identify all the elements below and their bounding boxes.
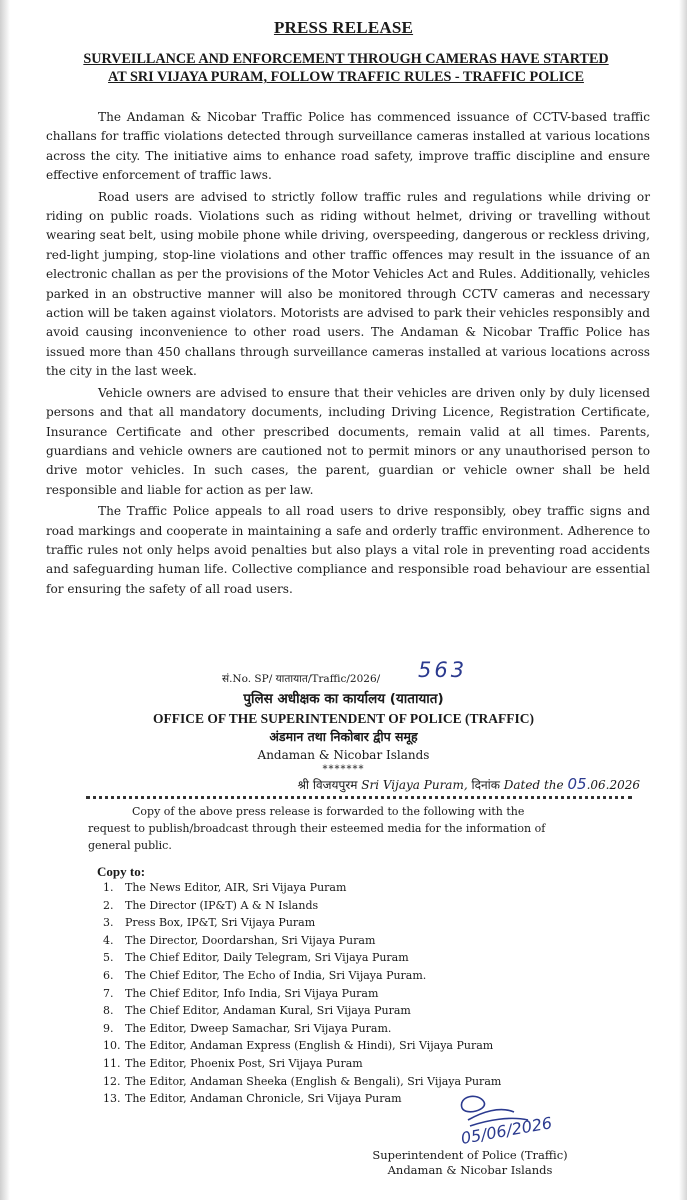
- list-item: 13. The Editor, Andaman Chronicle, Sri Vijaya Puram: [103, 1092, 402, 1106]
- press-release-body: [46, 108, 650, 601]
- list-item: 5. The Chief Editor, Daily Telegram, Sri Vijaya Puram: [103, 951, 409, 965]
- office-name-hindi: पुलिस अधीक्षक का कार्यालय (यातायात): [243, 691, 444, 707]
- list-item: 4. The Director, Doordarshan, Sri Vijaya Puram: [103, 933, 376, 947]
- separator-stars: *******: [322, 764, 365, 775]
- signatory-location: Andaman & Nicobar Islands: [387, 1163, 553, 1177]
- office-block: [0, 658, 687, 776]
- press-release-title: PRESS RELEASE: [273, 18, 414, 37]
- list-item: 1. The News Editor, AIR, Sri Vijaya Puram: [103, 881, 347, 894]
- date-handwritten: 05: [567, 775, 587, 793]
- list-item: 11. The Editor, Phoenix Post, Sri Vijaya Puram: [103, 1056, 363, 1070]
- forwarding-line-3: general public.: [88, 839, 172, 852]
- place-english: Sri Vijaya Puram,: [361, 778, 468, 792]
- reference-number-handwritten: 563: [418, 658, 468, 682]
- islands-english: Andaman & Nicobar Islands: [257, 748, 430, 762]
- list-item: 12. The Editor, Andaman Sheeka (English & Bengali), Sri Vijaya Puram: [103, 1074, 502, 1088]
- body-paragraph-4: The Traffic Police appeals to all road users to drive responsibly, obey traffic signs and road markings and cooperate in maintaining a safe and orderly traffic environment. Adherence to traffic rules not only helps avoid penalties but also plays a vital role in preventing road accidents and safeguarding human life. Collective compliance and responsible road behaviour are essential for ensuring the safety of all road users.: [46, 504, 650, 596]
- forwarding-note: [88, 803, 634, 854]
- list-item: 7. The Chief Editor, Info India, Sri Vijaya Puram: [103, 986, 379, 1000]
- list-item: 2. The Director (IP&T) A & N Islands: [103, 898, 319, 912]
- list-item: 10. The Editor, Andaman Express (English & Hindi), Sri Vijaya Puram: [103, 1039, 494, 1053]
- list-item: 9. The Editor, Dweep Samachar, Sri Vijaya Puram.: [103, 1021, 392, 1035]
- dated-hindi: दिनांक: [471, 778, 500, 792]
- place-hindi: श्री विजयपुरम: [297, 778, 358, 792]
- body-paragraph-2: Road users are advised to strictly follow traffic rules and regulations while driving or riding on public roads. Violations such as riding without helmet, driving or travelling without wearing seat belt, using mobile phone while driving, overspeeding, dangerous or reckless driving, red-light jumping, stop-line violations and other traffic offences may result in the issuance of an electronic challan as per the provisions of the Motor Vehicles Act and Rules. Additionally, vehicles parked in an obstructive manner will also be monitored through CCTV cameras and necessary action will be taken against violators. Motorists are advised to park their vehicles responsibly and avoid causing inconvenience to other road users. The Andaman & Nicobar Traffic Police has issued more than 450 challans through surveillance cameras installed at various locations across the city in the last week.: [46, 189, 650, 379]
- reference-number: सं.No. SP/ यातायात/Traffic/2026/: [222, 673, 381, 685]
- signatory-designation: Superintendent of Police (Traffic): [372, 1148, 568, 1162]
- body-paragraph-3: Vehicle owners are advised to ensure that their vehicles are driven only by duly licensed persons and that all mandatory documents, including Driving Licence, Registration Certificate, Insurance Certificate and other prescribed documents, remain valid at all times. Parents, guardians and vehicle owners are cautioned not to permit minors or any unauthorised person to drive motor vehicles. In such cases, the parent, guardian or vehicle owner shall be held responsible and liable for action as per law.: [46, 385, 650, 497]
- forwarding-line-2: request to publish/broadcast through their esteemed media for the information of: [88, 822, 546, 835]
- list-item: 6. The Chief Editor, The Echo of India, Sri Vijaya Puram.: [103, 968, 427, 982]
- copy-to-heading: Copy to:: [97, 864, 146, 879]
- list-item: 8. The Chief Editor, Andaman Kural, Sri Vijaya Puram: [103, 1004, 411, 1018]
- islands-hindi: अंडमान तथा निकोबार द्वीप समूह: [269, 729, 418, 744]
- signatory-block: [360, 1148, 580, 1178]
- place-date-line: [0, 775, 640, 793]
- copy-to-list: [103, 879, 603, 1108]
- body-paragraph-1: The Andaman & Nicobar Traffic Police has commenced issuance of CCTV-based traffic challans for traffic violations detected through surveillance cameras installed at various locations across the city. The initiative aims to enhance road safety, improve traffic discipline and ensure effective enforcement of traffic laws.: [46, 110, 650, 183]
- signature-date: 05/06/2026: [459, 1113, 554, 1148]
- office-name-english: OFFICE OF THE SUPERINTENDENT OF POLICE (TRAFFIC): [152, 711, 535, 726]
- dotted-divider: [86, 796, 632, 799]
- press-release-headline: [48, 50, 644, 86]
- list-item: 3. Press Box, IP&T, Sri Vijaya Puram: [103, 916, 316, 930]
- dated-english: Dated the: [503, 778, 564, 792]
- date-printed: .06.2026: [586, 778, 640, 792]
- headline-line-1: SURVEILLANCE AND ENFORCEMENT THROUGH CAMERAS HAVE STARTED: [83, 51, 609, 67]
- page-shadow-right: [679, 0, 687, 1200]
- headline-line-2: AT SRI VIJAYA PURAM, FOLLOW TRAFFIC RULES - TRAFFIC POLICE: [108, 69, 584, 85]
- forwarding-line-1: Copy of the above press release is forwarded to the following with the: [132, 805, 525, 818]
- handwritten-signature: [448, 1086, 588, 1150]
- page-shadow-left: [0, 0, 10, 1200]
- reference-number-line: [0, 658, 687, 690]
